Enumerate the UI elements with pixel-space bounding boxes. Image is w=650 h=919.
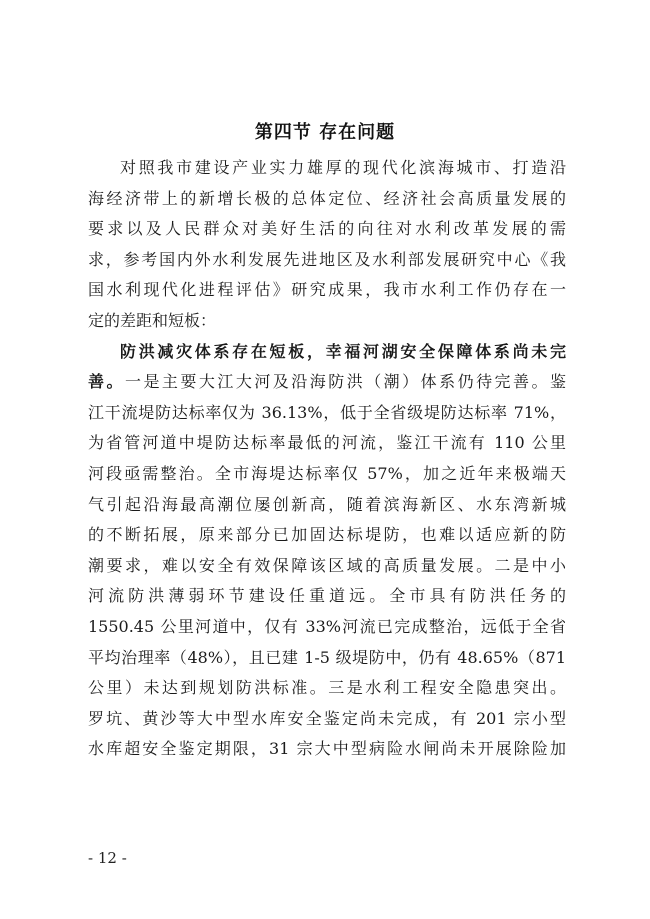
section-title: 第四节 存在问题	[254, 122, 396, 143]
document-body	[88, 153, 566, 765]
paragraph-line: 罗坑、黄沙等大中型水库安全鉴定尚未完成，有 201 宗小型	[88, 708, 566, 728]
paragraph-line-rest: 一是主要大江大河及沿海防洪（潮）体系仍待完善。鉴	[124, 372, 566, 392]
paragraph-line: 河流防洪薄弱环节建设任重道远。全市具有防洪任务的	[88, 586, 566, 606]
paragraph-flood-control	[88, 337, 566, 765]
paragraph-line: 潮要求，难以安全有效保障该区域的高质量发展。二是中小	[88, 555, 566, 575]
bold-heading-line: 防洪减灾体系存在短板，幸福河湖安全保障体系尚未完	[120, 341, 566, 361]
paragraph-line: 国水利现代化进程评估》研究成果，我市水利工作仍存在一	[88, 280, 566, 300]
paragraph-line: 要求以及人民群众对美好生活的向往对水利改革发展的需	[88, 219, 566, 239]
paragraph-line: 定的差距和短板：	[88, 310, 217, 330]
paragraph-line: 江干流堤防达标率仅为 36.13%，低于全省级堤防达标率 71%，	[88, 402, 566, 422]
paragraph-line: 对照我市建设产业实力雄厚的现代化滨海城市、打造沿	[120, 158, 566, 177]
paragraph-line: 1550.45 公里河道中，仅有 33%河流已完成整治，远低于全省	[88, 616, 566, 636]
page-number: - 12 -	[88, 849, 127, 867]
paragraph-line: 河段亟需整治。全市海堤达标率仅 57%，加之近年来极端天	[88, 463, 566, 483]
bold-heading-end: 善。	[88, 372, 125, 392]
paragraph-line: 为省管河道中堤防达标率最低的河流，鉴江干流有 110 公里	[88, 433, 566, 453]
paragraph-line: 公里）未达到规划防洪标准。三是水利工程安全隐患突出。	[88, 678, 566, 698]
paragraph-line: 海经济带上的新增长极的总体定位、经济社会高质量发展的	[88, 188, 566, 208]
paragraph-line: 平均治理率（48%），且已建 1-5 级堤防中，仍有 48.65%（871	[88, 647, 566, 667]
paragraph-line: 的不断拓展，原来部分已加固达标堤防，也难以适应新的防	[88, 525, 566, 545]
paragraph-intro	[88, 153, 566, 337]
paragraph-line: 水库超安全鉴定期限，31 宗大中型病险水闸尚未开展除险加	[88, 739, 566, 759]
paragraph-line	[88, 367, 566, 398]
paragraph-line: 求，参考国内外水利发展先进地区及水利部发展研究中心《我	[88, 249, 566, 269]
paragraph-line: 气引起沿海最高潮位屡创新高，随着滨海新区、水东湾新城	[88, 494, 566, 514]
